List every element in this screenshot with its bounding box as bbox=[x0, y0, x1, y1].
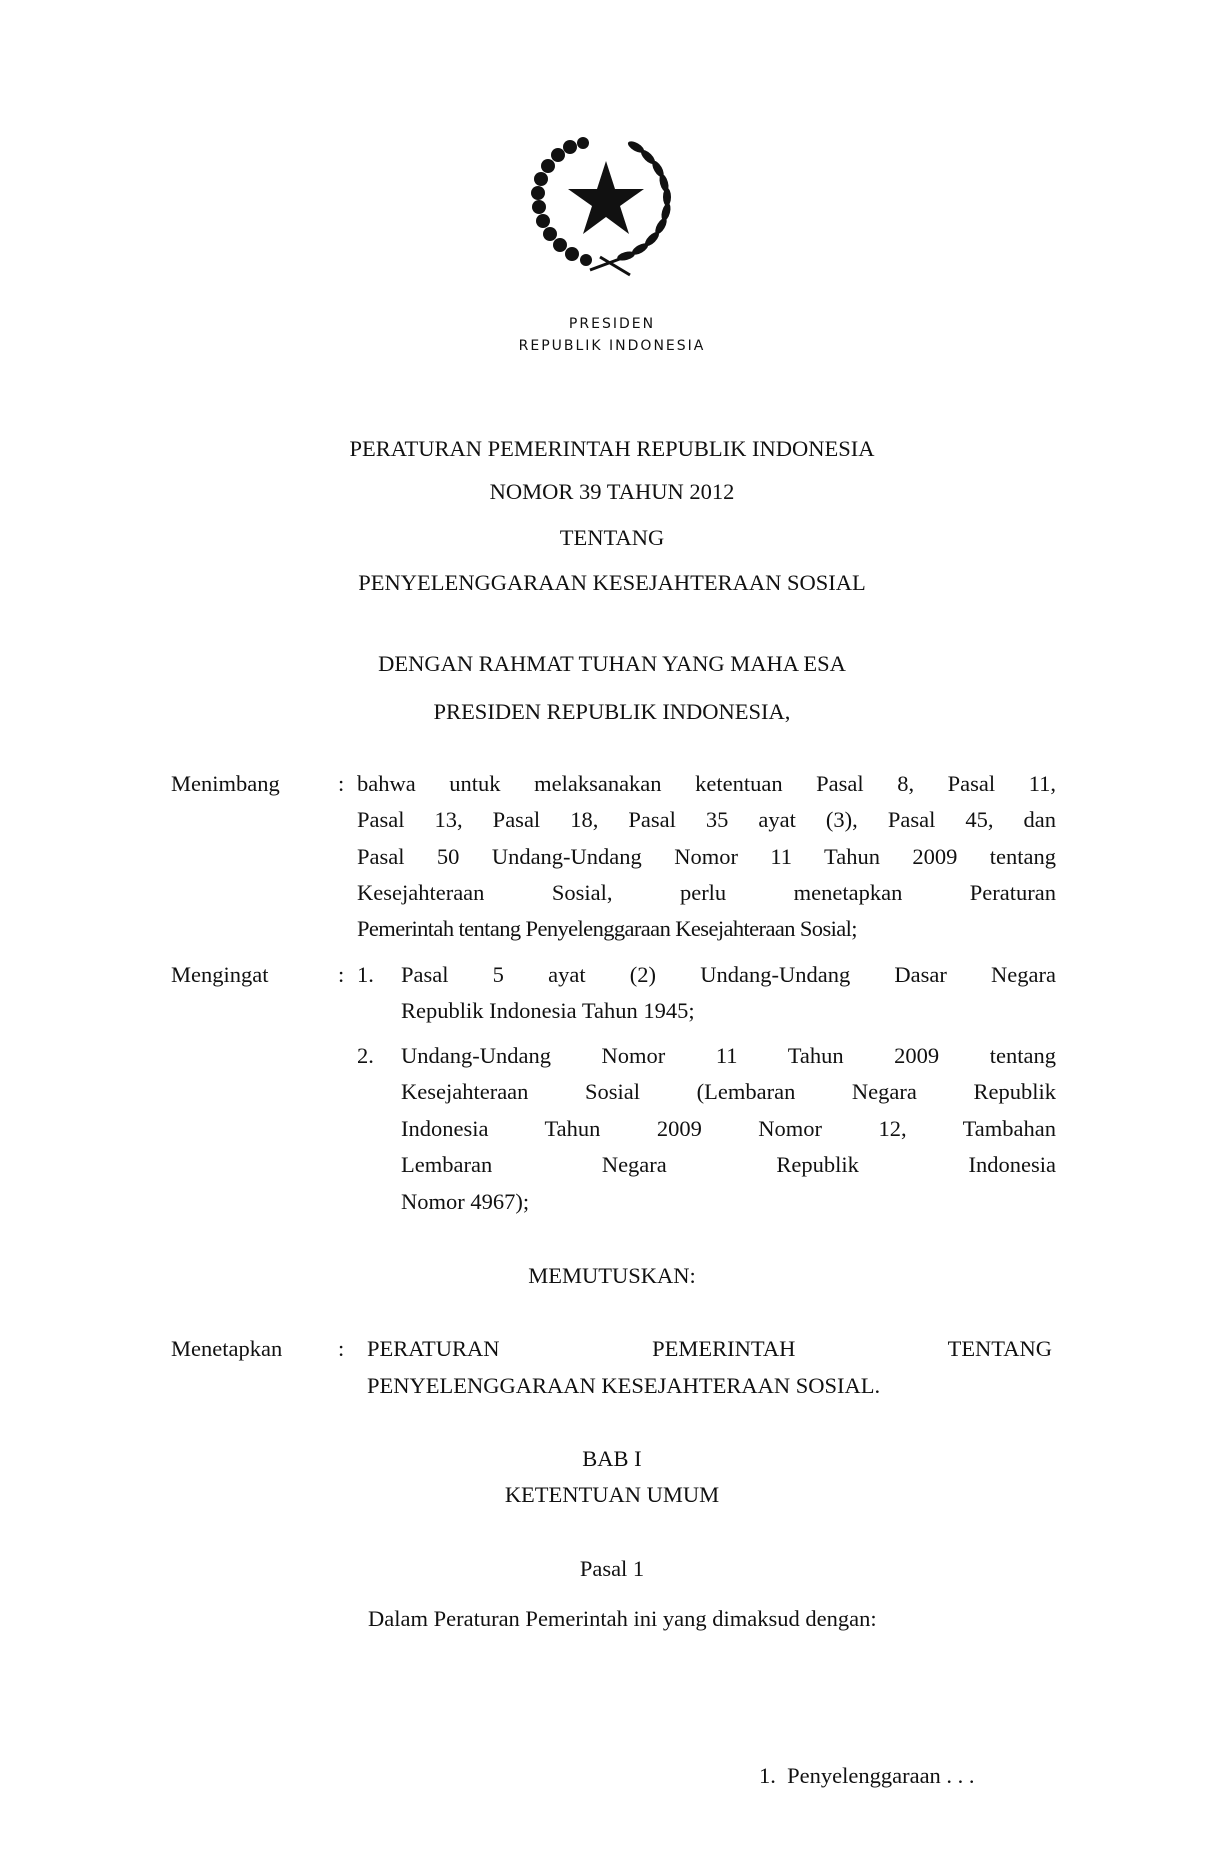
preamble-line-2: PRESIDEN REPUBLIK INDONESIA, bbox=[433, 699, 791, 724]
letterhead-republik-indonesia: REPUBLIK INDONESIA bbox=[518, 338, 706, 354]
preamble-line-1: DENGAN RAHMAT TUHAN YANG MAHA ESA bbox=[378, 651, 846, 676]
menimbang-line: Pasal 13, Pasal 18, Pasal 35 ayat (3), Pasal 45, dan bbox=[357, 807, 1056, 832]
menimbang-line: Pasal 50 Undang-Undang Nomor 11 Tahun 2009 tentang bbox=[357, 844, 1056, 869]
mengingat-item-line: Pasal 5 ayat (2) Undang-Undang Dasar Negara bbox=[401, 962, 1056, 987]
mengingat-item-line: Undang-Undang Nomor 11 Tahun 2009 tentang bbox=[401, 1043, 1056, 1068]
menetapkan-line: PERATURAN PEMERINTAH TENTANG bbox=[367, 1336, 1052, 1361]
letterhead-presiden: PRESIDEN bbox=[568, 316, 656, 332]
mengingat-item-number: 2. bbox=[357, 1043, 374, 1068]
title-line-1: PERATURAN PEMERINTAH REPUBLIK INDONESIA bbox=[349, 436, 875, 461]
memutuskan-heading: MEMUTUSKAN: bbox=[528, 1263, 696, 1288]
menetapkan-label: Menetapkan bbox=[171, 1336, 283, 1361]
mengingat-colon: : bbox=[338, 962, 345, 987]
presidential-emblem-icon bbox=[530, 135, 682, 283]
menetapkan-colon: : bbox=[338, 1336, 345, 1361]
mengingat-item-line: Nomor 4967); bbox=[401, 1189, 530, 1214]
mengingat-label: Mengingat bbox=[171, 962, 269, 987]
pasal-title: Pasal 1 bbox=[579, 1556, 645, 1581]
menetapkan-line: PENYELENGGARAAN KESEJAHTERAAN SOSIAL. bbox=[367, 1373, 881, 1398]
mengingat-item-line: Kesejahteraan Sosial (Lembaran Negara Republik bbox=[401, 1079, 1056, 1104]
bab-number: BAB I bbox=[582, 1446, 642, 1471]
title-line-3: TENTANG bbox=[559, 525, 665, 550]
menimbang-line: Kesejahteraan Sosial, perlu menetapkan Peraturan bbox=[357, 880, 1056, 905]
menimbang-label: Menimbang bbox=[171, 771, 280, 796]
mengingat-item-line: Indonesia Tahun 2009 Nomor 12, Tambahan bbox=[401, 1116, 1056, 1141]
mengingat-item-number: 1. bbox=[357, 962, 374, 987]
title-line-2: NOMOR 39 TAHUN 2012 bbox=[489, 479, 735, 504]
mengingat-item-line: Republik Indonesia Tahun 1945; bbox=[401, 998, 695, 1023]
page-continuation: 1. Penyelenggaraan . . . bbox=[759, 1763, 975, 1788]
pasal-intro: Dalam Peraturan Pemerintah ini yang dimaksud dengan: bbox=[368, 1606, 877, 1631]
menimbang-line: Pemerintah tentang Penyelenggaraan Kesejahteraan Sosial; bbox=[357, 916, 857, 941]
mengingat-item-line: Lembaran Negara Republik Indonesia bbox=[401, 1152, 1056, 1177]
menimbang-colon: : bbox=[338, 771, 345, 796]
menimbang-line: bahwa untuk melaksanakan ketentuan Pasal 8, Pasal 11, bbox=[357, 771, 1056, 796]
bab-title: KETENTUAN UMUM bbox=[504, 1482, 720, 1507]
title-line-4: PENYELENGGARAAN KESEJAHTERAAN SOSIAL bbox=[358, 570, 866, 595]
